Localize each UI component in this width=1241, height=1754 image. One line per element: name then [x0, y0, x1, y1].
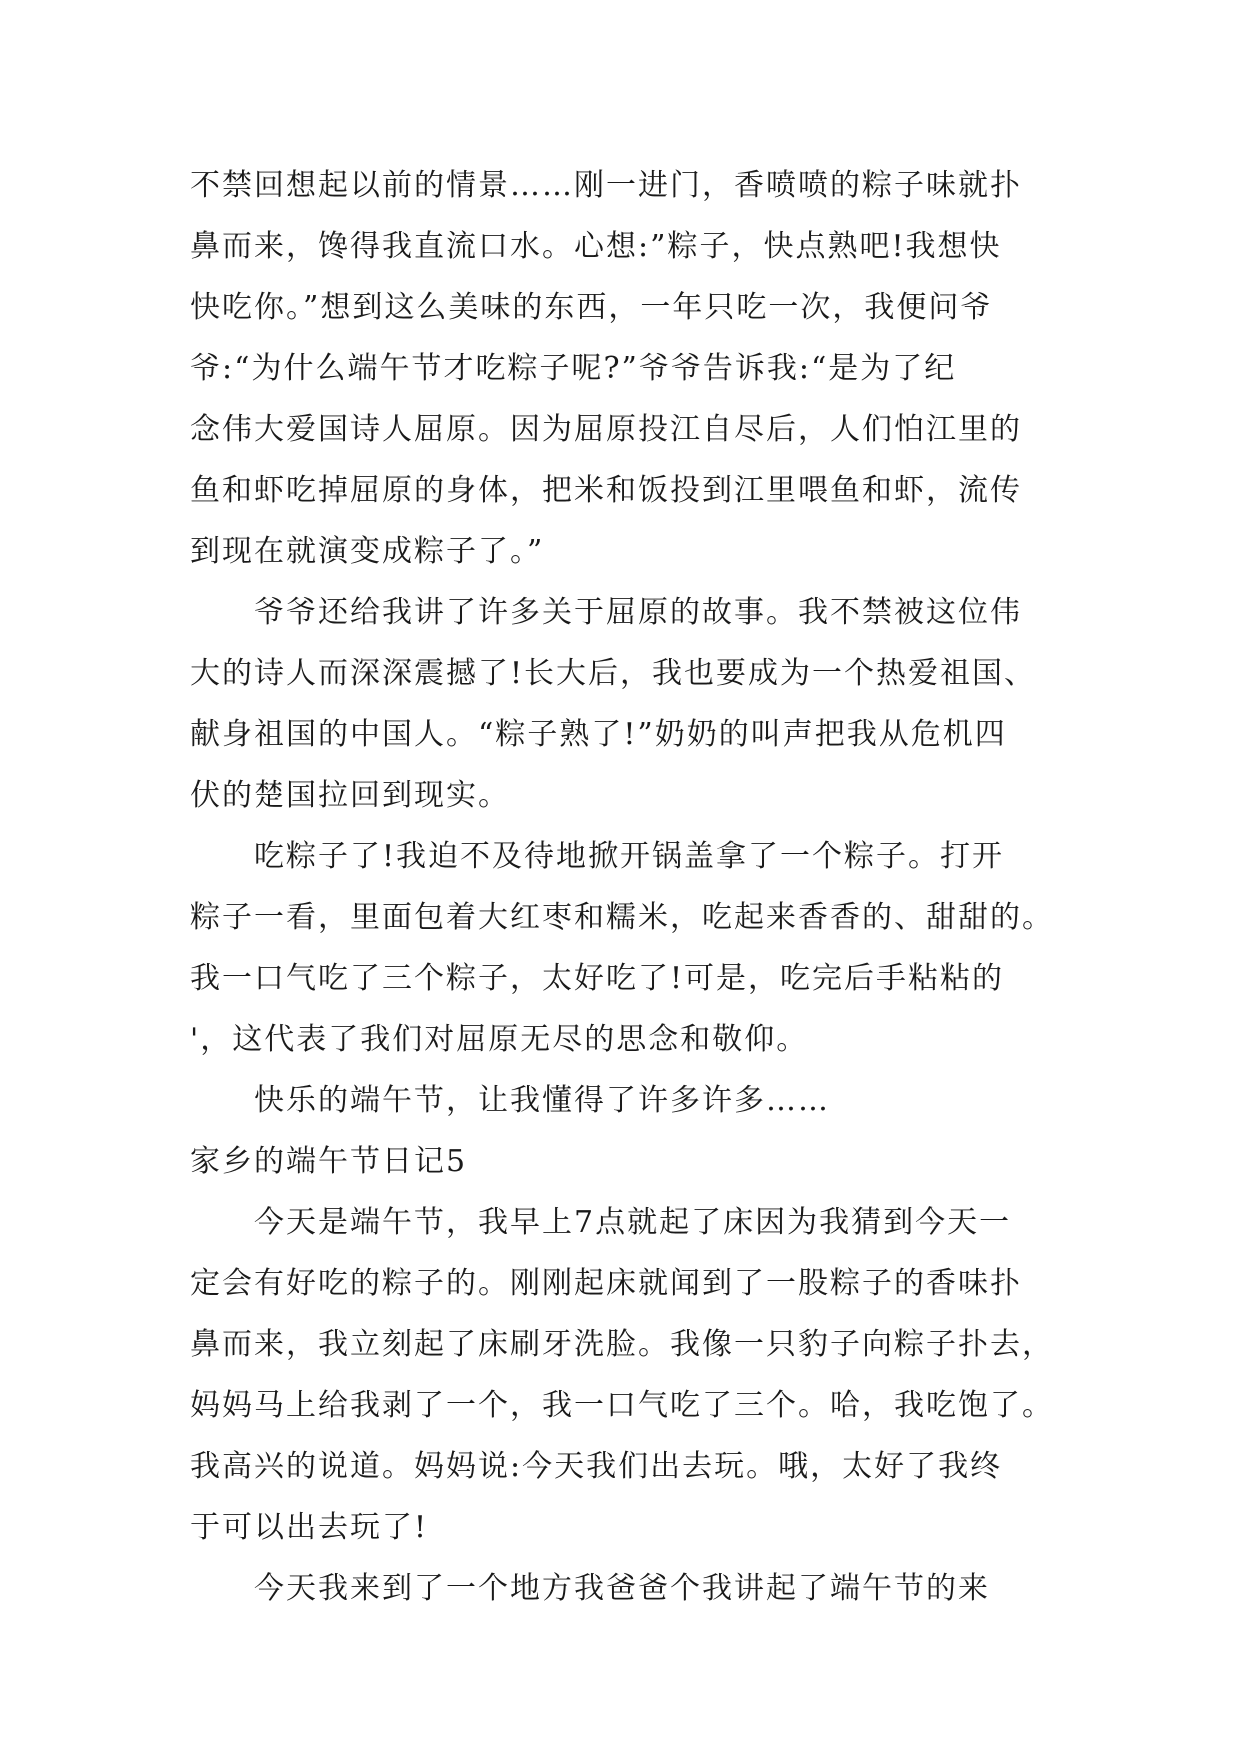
- paragraph-2-line-3: 献身祖国的中国人。“粽子熟了!”奶奶的叫声把我从危机四: [190, 717, 1007, 752]
- paragraph-1-line-1: 不禁回想起以前的情景……刚一进门，香喷喷的粽子味就扑: [190, 168, 1022, 203]
- paragraph-4-line-1: 快乐的端午节，让我懂得了许多许多……: [254, 1083, 830, 1118]
- paragraph-1-line-3: 快吃你。”想到这么美味的东西，一年只吃一次，我便问爷: [190, 290, 993, 325]
- paragraph-3-line-4: '，这代表了我们对屈原无尽的思念和敬仰。: [190, 1022, 809, 1057]
- paragraph-2-line-2: 大的诗人而深深震撼了!长大后，我也要成为一个热爱祖国、: [190, 656, 1037, 691]
- paragraph-1-line-4: 爷:“为什么端午节才吃粽子呢?”爷爷告诉我:“是为了纪: [190, 351, 957, 386]
- paragraph-1-line-5: 念伟大爱国诗人屈原。因为屈原投江自尽后，人们怕江里的: [190, 412, 1022, 447]
- paragraph-3-line-3: 我一口气吃了三个粽子，太好吃了!可是，吃完后手粘粘的: [190, 961, 1005, 996]
- paragraph-3-line-2: 粽子一看，里面包着大红枣和糯米，吃起来香香的、甜甜的。: [190, 900, 1054, 935]
- section-heading: 家乡的端午节日记5: [190, 1144, 468, 1179]
- paragraph-5-line-5: 我高兴的说道。妈妈说:今天我们出去玩。哦，太好了我终: [190, 1449, 1003, 1484]
- paragraph-3-line-1: 吃粽子了!我迫不及待地掀开锅盖拿了一个粽子。打开: [254, 839, 1005, 874]
- paragraph-5-line-2: 定会有好吃的粽子的。刚刚起床就闻到了一股粽子的香味扑: [190, 1266, 1022, 1301]
- document-body: [190, 155, 1060, 1619]
- paragraph-1-line-6: 鱼和虾吃掉屈原的身体，把米和饭投到江里喂鱼和虾，流传: [190, 473, 1022, 508]
- paragraph-5-line-6: 于可以出去玩了!: [190, 1510, 429, 1545]
- paragraph-2-line-1: 爷爷还给我讲了许多关于屈原的故事。我不禁被这位伟: [254, 595, 1022, 630]
- paragraph-5-line-4: 妈妈马上给我剥了一个，我一口气吃了三个。哈，我吃饱了。: [190, 1388, 1054, 1423]
- paragraph-1-line-2: 鼻而来，馋得我直流口水。心想:”粽子，快点熟吧!我想快: [190, 229, 1002, 264]
- paragraph-6-line-1: 今天我来到了一个地方我爸爸个我讲起了端午节的来: [254, 1571, 990, 1606]
- paragraph-5-line-3: 鼻而来，我立刻起了床刷牙洗脸。我像一只豹子向粽子扑去，: [190, 1327, 1054, 1362]
- paragraph-5-line-1: 今天是端午节，我早上7点就起了床因为我猜到今天一: [254, 1205, 1012, 1240]
- paragraph-1-line-7: 到现在就演变成粽子了。”: [190, 534, 545, 569]
- paragraph-2-line-4: 伏的楚国拉回到现实。: [190, 778, 510, 813]
